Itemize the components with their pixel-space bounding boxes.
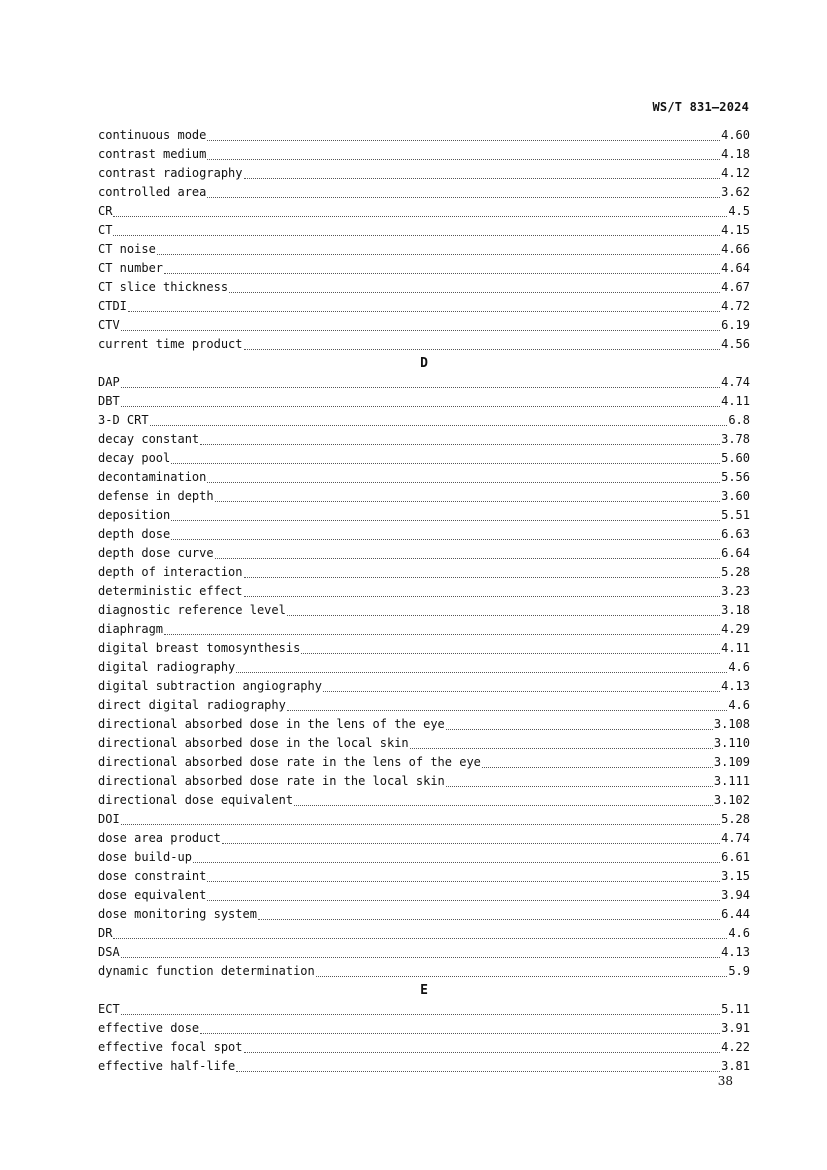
index-entry bbox=[98, 468, 750, 487]
index-ref: 4.72 bbox=[721, 299, 750, 313]
dot-leader bbox=[207, 158, 720, 160]
index-ref: 3.94 bbox=[721, 888, 750, 902]
index-term: dynamic function determination bbox=[98, 964, 315, 978]
index-term: DAP bbox=[98, 375, 120, 389]
index-ref: 3.102 bbox=[713, 793, 750, 807]
dot-leader bbox=[236, 671, 727, 673]
index-ref: 6.61 bbox=[721, 850, 750, 864]
index-term: CTV bbox=[98, 318, 120, 332]
index-ref: 6.44 bbox=[721, 907, 750, 921]
index-entry bbox=[98, 848, 750, 867]
index-term: contrast medium bbox=[98, 147, 207, 161]
dot-leader bbox=[229, 291, 720, 293]
index-term: decay constant bbox=[98, 432, 200, 446]
index-term: digital radiography bbox=[98, 660, 236, 674]
dot-leader bbox=[113, 215, 727, 217]
index-term: DR bbox=[98, 926, 113, 940]
index-term: decay pool bbox=[98, 451, 171, 465]
index-entry bbox=[98, 1038, 750, 1057]
index-entry bbox=[98, 791, 750, 810]
index-entry bbox=[98, 335, 750, 354]
index-ref: 4.6 bbox=[728, 926, 750, 940]
standard-number: WS/T 831—2024 bbox=[652, 100, 749, 114]
index-term: dose build-up bbox=[98, 850, 192, 864]
dot-leader bbox=[200, 443, 720, 445]
index-entry bbox=[98, 145, 750, 164]
dot-leader bbox=[171, 462, 720, 464]
index-term: directional absorbed dose rate in the lens of the eye bbox=[98, 755, 481, 769]
index-ref: 3.81 bbox=[721, 1059, 750, 1073]
index-term: effective dose bbox=[98, 1021, 200, 1035]
index-term: digital breast tomosynthesis bbox=[98, 641, 301, 655]
index-entry bbox=[98, 525, 750, 544]
dot-leader bbox=[121, 956, 720, 958]
index-entry bbox=[98, 392, 750, 411]
index-term: dose monitoring system bbox=[98, 907, 257, 921]
index-list bbox=[98, 126, 750, 1076]
index-ref: 3.15 bbox=[721, 869, 750, 883]
dot-leader bbox=[193, 861, 720, 863]
index-entry bbox=[98, 658, 750, 677]
index-ref: 4.13 bbox=[721, 945, 750, 959]
index-entry bbox=[98, 905, 750, 924]
index-entry bbox=[98, 639, 750, 658]
dot-leader bbox=[482, 766, 713, 768]
index-entry bbox=[98, 1000, 750, 1019]
index-entry bbox=[98, 202, 750, 221]
dot-leader bbox=[128, 310, 720, 312]
index-entry bbox=[98, 829, 750, 848]
index-term: CT number bbox=[98, 261, 164, 275]
index-term: CT slice thickness bbox=[98, 280, 229, 294]
index-term: deposition bbox=[98, 508, 171, 522]
dot-leader bbox=[164, 633, 720, 635]
index-ref: 3.108 bbox=[713, 717, 750, 731]
index-ref: 5.11 bbox=[721, 1002, 750, 1016]
dot-leader bbox=[287, 614, 720, 616]
index-ref: 3.110 bbox=[713, 736, 750, 750]
index-entry bbox=[98, 240, 750, 259]
index-entry bbox=[98, 677, 750, 696]
index-term: DSA bbox=[98, 945, 120, 959]
index-entry bbox=[98, 544, 750, 563]
index-ref: 4.74 bbox=[721, 375, 750, 389]
index-ref: 4.11 bbox=[721, 641, 750, 655]
dot-leader bbox=[207, 139, 720, 141]
index-term: dose area product bbox=[98, 831, 221, 845]
index-ref: 4.60 bbox=[721, 128, 750, 142]
index-term: depth of interaction bbox=[98, 565, 243, 579]
index-ref: 3.23 bbox=[721, 584, 750, 598]
index-entry bbox=[98, 753, 750, 772]
index-ref: 6.64 bbox=[721, 546, 750, 560]
section-letter: D bbox=[420, 356, 428, 371]
index-entry bbox=[98, 164, 750, 183]
index-ref: 5.28 bbox=[721, 565, 750, 579]
index-ref: 4.15 bbox=[721, 223, 750, 237]
index-entry bbox=[98, 449, 750, 468]
dot-leader bbox=[244, 348, 721, 350]
dot-leader bbox=[301, 652, 720, 654]
index-entry bbox=[98, 373, 750, 392]
dot-leader bbox=[113, 234, 720, 236]
index-entry bbox=[98, 259, 750, 278]
dot-leader bbox=[244, 576, 721, 578]
dot-leader bbox=[121, 329, 720, 331]
index-ref: 4.12 bbox=[721, 166, 750, 180]
index-term: deterministic effect bbox=[98, 584, 243, 598]
index-term: effective focal spot bbox=[98, 1040, 243, 1054]
index-entry bbox=[98, 506, 750, 525]
dot-leader bbox=[222, 842, 720, 844]
dot-leader bbox=[200, 1032, 720, 1034]
index-ref: 5.60 bbox=[721, 451, 750, 465]
index-entry bbox=[98, 601, 750, 620]
index-ref: 5.9 bbox=[728, 964, 750, 978]
index-term: contrast radiography bbox=[98, 166, 243, 180]
index-ref: 4.13 bbox=[721, 679, 750, 693]
index-term: CT noise bbox=[98, 242, 156, 256]
index-entry bbox=[98, 772, 750, 791]
index-ref: 3.62 bbox=[721, 185, 750, 199]
index-term: ECT bbox=[98, 1002, 120, 1016]
index-term: direct digital radiography bbox=[98, 698, 286, 712]
index-ref: 4.67 bbox=[721, 280, 750, 294]
dot-leader bbox=[215, 557, 721, 559]
index-term: diaphragm bbox=[98, 622, 164, 636]
index-ref: 5.51 bbox=[721, 508, 750, 522]
index-ref: 4.64 bbox=[721, 261, 750, 275]
index-term: depth dose curve bbox=[98, 546, 214, 560]
index-ref: 3.91 bbox=[721, 1021, 750, 1035]
index-term: directional dose equivalent bbox=[98, 793, 294, 807]
index-entry bbox=[98, 924, 750, 943]
dot-leader bbox=[164, 272, 720, 274]
dot-leader bbox=[287, 709, 727, 711]
dot-leader bbox=[121, 1013, 720, 1015]
index-ref: 3.109 bbox=[713, 755, 750, 769]
index-term: 3-D CRT bbox=[98, 413, 149, 427]
index-ref: 6.63 bbox=[721, 527, 750, 541]
dot-leader bbox=[244, 177, 721, 179]
index-entry bbox=[98, 867, 750, 886]
index-entry bbox=[98, 126, 750, 145]
index-term: CR bbox=[98, 204, 113, 218]
index-term: CTDI bbox=[98, 299, 127, 313]
dot-leader bbox=[316, 975, 728, 977]
index-entry bbox=[98, 1019, 750, 1038]
index-term: depth dose bbox=[98, 527, 171, 541]
index-ref: 3.111 bbox=[713, 774, 750, 788]
index-term: defense in depth bbox=[98, 489, 214, 503]
index-entry bbox=[98, 297, 750, 316]
index-entry bbox=[98, 221, 750, 240]
dot-leader bbox=[171, 519, 720, 521]
index-ref: 4.5 bbox=[728, 204, 750, 218]
index-term: DBT bbox=[98, 394, 120, 408]
index-entry bbox=[98, 582, 750, 601]
index-entry bbox=[98, 734, 750, 753]
index-entry bbox=[98, 487, 750, 506]
index-ref: 3.78 bbox=[721, 432, 750, 446]
index-entry bbox=[98, 810, 750, 829]
index-entry bbox=[98, 962, 750, 981]
index-ref: 4.22 bbox=[721, 1040, 750, 1054]
index-ref: 5.28 bbox=[721, 812, 750, 826]
index-term: dose constraint bbox=[98, 869, 207, 883]
dot-leader bbox=[258, 918, 720, 920]
index-entry bbox=[98, 715, 750, 734]
index-entry bbox=[98, 886, 750, 905]
index-term: directional absorbed dose in the local skin bbox=[98, 736, 409, 750]
dot-leader bbox=[207, 880, 720, 882]
index-ref: 3.18 bbox=[721, 603, 750, 617]
section-letter: E bbox=[420, 983, 428, 998]
dot-leader bbox=[446, 785, 713, 787]
index-entry bbox=[98, 278, 750, 297]
dot-leader bbox=[294, 804, 713, 806]
index-ref: 3.60 bbox=[721, 489, 750, 503]
index-entry bbox=[98, 1057, 750, 1076]
index-term: DOI bbox=[98, 812, 120, 826]
index-term: dose equivalent bbox=[98, 888, 207, 902]
index-entry bbox=[98, 696, 750, 715]
index-term: CT bbox=[98, 223, 113, 237]
dot-leader bbox=[121, 405, 720, 407]
dot-leader bbox=[121, 386, 720, 388]
index-term: digital subtraction angiography bbox=[98, 679, 322, 693]
index-ref: 4.56 bbox=[721, 337, 750, 351]
dot-leader bbox=[207, 481, 720, 483]
index-term: directional absorbed dose in the lens of the eye bbox=[98, 717, 445, 731]
dot-leader bbox=[121, 823, 720, 825]
index-ref: 4.11 bbox=[721, 394, 750, 408]
index-ref: 4.6 bbox=[728, 698, 750, 712]
index-term: directional absorbed dose rate in the local skin bbox=[98, 774, 445, 788]
index-entry bbox=[98, 943, 750, 962]
dot-leader bbox=[236, 1070, 720, 1072]
index-entry bbox=[98, 430, 750, 449]
dot-leader bbox=[215, 500, 721, 502]
index-ref: 4.6 bbox=[728, 660, 750, 674]
dot-leader bbox=[244, 595, 721, 597]
index-entry bbox=[98, 183, 750, 202]
index-term: decontamination bbox=[98, 470, 207, 484]
index-entry bbox=[98, 563, 750, 582]
index-ref: 4.18 bbox=[721, 147, 750, 161]
index-term: continuous mode bbox=[98, 128, 207, 142]
dot-leader bbox=[207, 899, 720, 901]
index-ref: 4.29 bbox=[721, 622, 750, 636]
index-ref: 6.19 bbox=[721, 318, 750, 332]
index-ref: 5.56 bbox=[721, 470, 750, 484]
index-term: effective half-life bbox=[98, 1059, 236, 1073]
index-term: diagnostic reference level bbox=[98, 603, 286, 617]
page-number: 38 bbox=[717, 1074, 733, 1088]
dot-leader bbox=[410, 747, 713, 749]
index-term: current time product bbox=[98, 337, 243, 351]
index-term: controlled area bbox=[98, 185, 207, 199]
dot-leader bbox=[244, 1051, 721, 1053]
index-ref: 6.8 bbox=[728, 413, 750, 427]
dot-leader bbox=[113, 937, 727, 939]
dot-leader bbox=[150, 424, 728, 426]
dot-leader bbox=[446, 728, 713, 730]
dot-leader bbox=[157, 253, 720, 255]
index-ref: 4.66 bbox=[721, 242, 750, 256]
dot-leader bbox=[323, 690, 720, 692]
dot-leader bbox=[171, 538, 720, 540]
index-entry bbox=[98, 411, 750, 430]
dot-leader bbox=[207, 196, 720, 198]
index-entry bbox=[98, 620, 750, 639]
index-ref: 4.74 bbox=[721, 831, 750, 845]
index-entry bbox=[98, 316, 750, 335]
